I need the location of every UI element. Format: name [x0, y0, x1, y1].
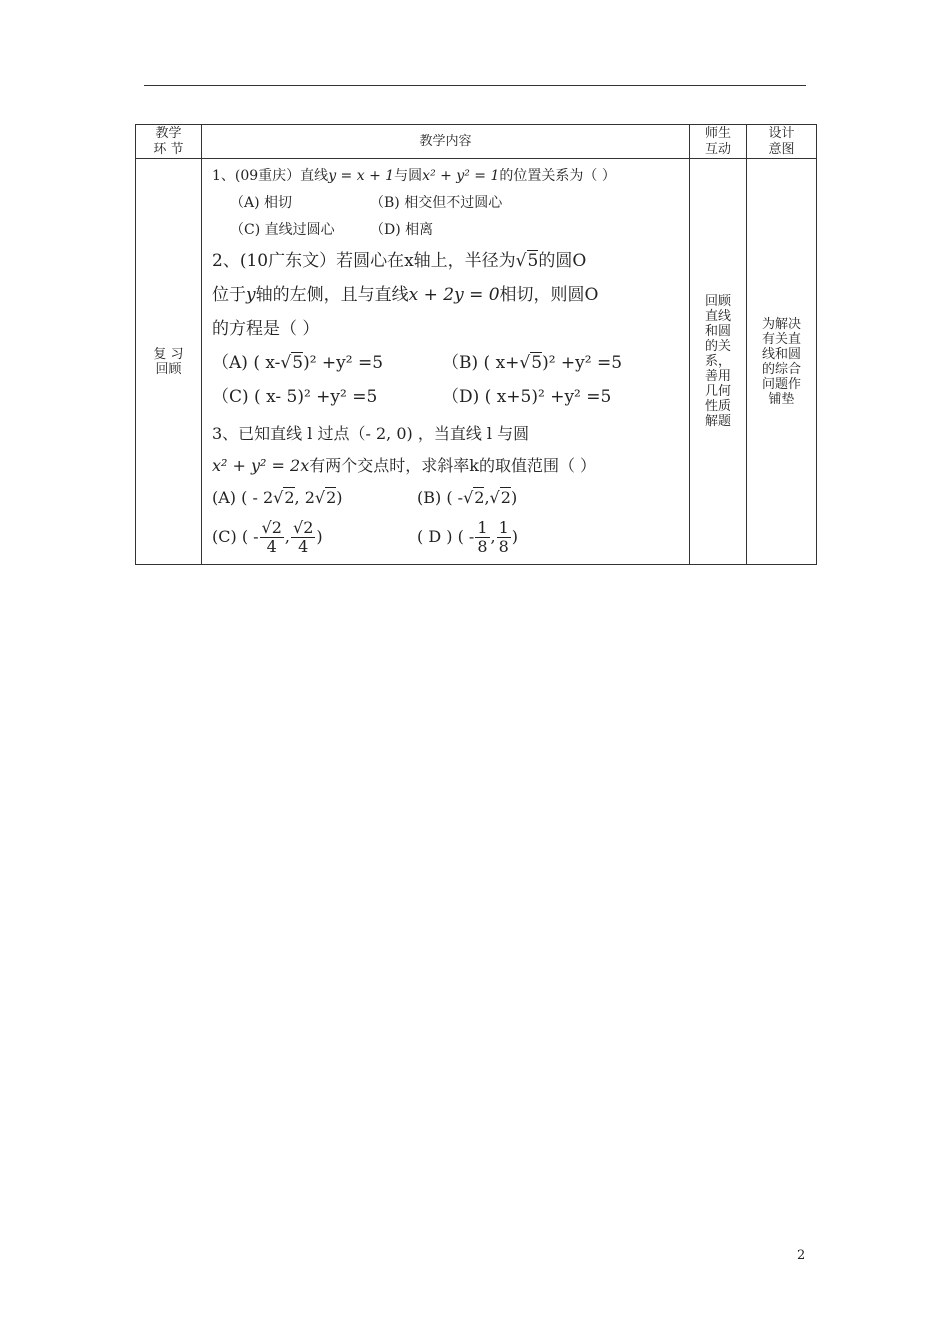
- q3-line1: 3、已知直线 l 过点（- 2, 0) ，当直线 l 与圆: [212, 424, 530, 443]
- content-cell: [202, 159, 690, 565]
- header-stage: 教学 环 节: [136, 125, 202, 159]
- question-1: [212, 163, 683, 244]
- q1-option-d: （D) 相离: [370, 222, 434, 238]
- q3-option-c: (C) ( - $\frac{√2}{4}$ , $\frac{√2}{4}$ ): [212, 518, 323, 556]
- q2-option-b: （B) ( x+√5)² +y² =5: [442, 353, 623, 373]
- q2-line1: 2、(10广东文）若圆心在x轴上，半径为√5的圆O: [212, 251, 587, 271]
- q3-options-row1: [212, 482, 683, 514]
- q3-option-a: (A) ( - 2√2, 2√2): [212, 488, 343, 507]
- q2-line3: 的方程是（ ）: [212, 319, 320, 339]
- header-interaction: 师生 互动: [690, 125, 747, 159]
- q3-option-b: (B) ( -√2,√2): [417, 488, 518, 507]
- lesson-table: [135, 124, 817, 565]
- page-number: 2: [797, 1248, 806, 1263]
- q3-option-d: ( D ) ( - $\frac{1}{8}$ , $\frac{1}{8}$ ): [417, 518, 519, 556]
- q2-line2: 位于y轴的左侧，且与直线x + 2y = 0相切，则圆O: [212, 285, 599, 305]
- q1-stem: 1、(09重庆）直线y = x + 1与圆x² + y² = 1的位置关系为（ ）: [212, 168, 616, 184]
- table-header-row: [136, 125, 817, 159]
- table-row: [136, 159, 817, 565]
- header-intent: 设计 意图: [747, 125, 817, 159]
- interaction-cell: 回顾 直线 和圆 的关 系， 善用 几何 性质 解题: [690, 159, 747, 565]
- q2-option-d: （D) ( x+5)² +y² =5: [442, 387, 612, 407]
- q1-options-row1: [212, 190, 683, 217]
- q2-option-a: （A) ( x-√5)² +y² =5: [212, 353, 384, 373]
- question-3: [212, 418, 683, 560]
- q1-option-c: （C) 直线过圆心: [230, 222, 335, 238]
- question-2: [212, 244, 683, 414]
- q3-options-row2: [212, 514, 683, 560]
- q3-line2: x² + y² = 2x有两个交点时，求斜率k的取值范围（ ）: [212, 456, 597, 475]
- stage-cell: 复 习 回顾: [136, 159, 202, 565]
- q2-options-row2: [212, 380, 683, 414]
- q1-options-row2: [212, 217, 683, 244]
- q1-option-b: （B) 相交但不过圆心: [370, 195, 503, 211]
- q2-options-row1: [212, 346, 683, 380]
- intent-cell: 为解决 有关直 线和圆 的综合 问题作 铺垫: [747, 159, 817, 565]
- q2-option-c: （C) ( x- 5)² +y² =5: [212, 387, 378, 407]
- header-rule: [144, 85, 806, 86]
- q1-option-a: （A) 相切: [230, 195, 293, 211]
- header-content: 教学内容: [202, 125, 690, 159]
